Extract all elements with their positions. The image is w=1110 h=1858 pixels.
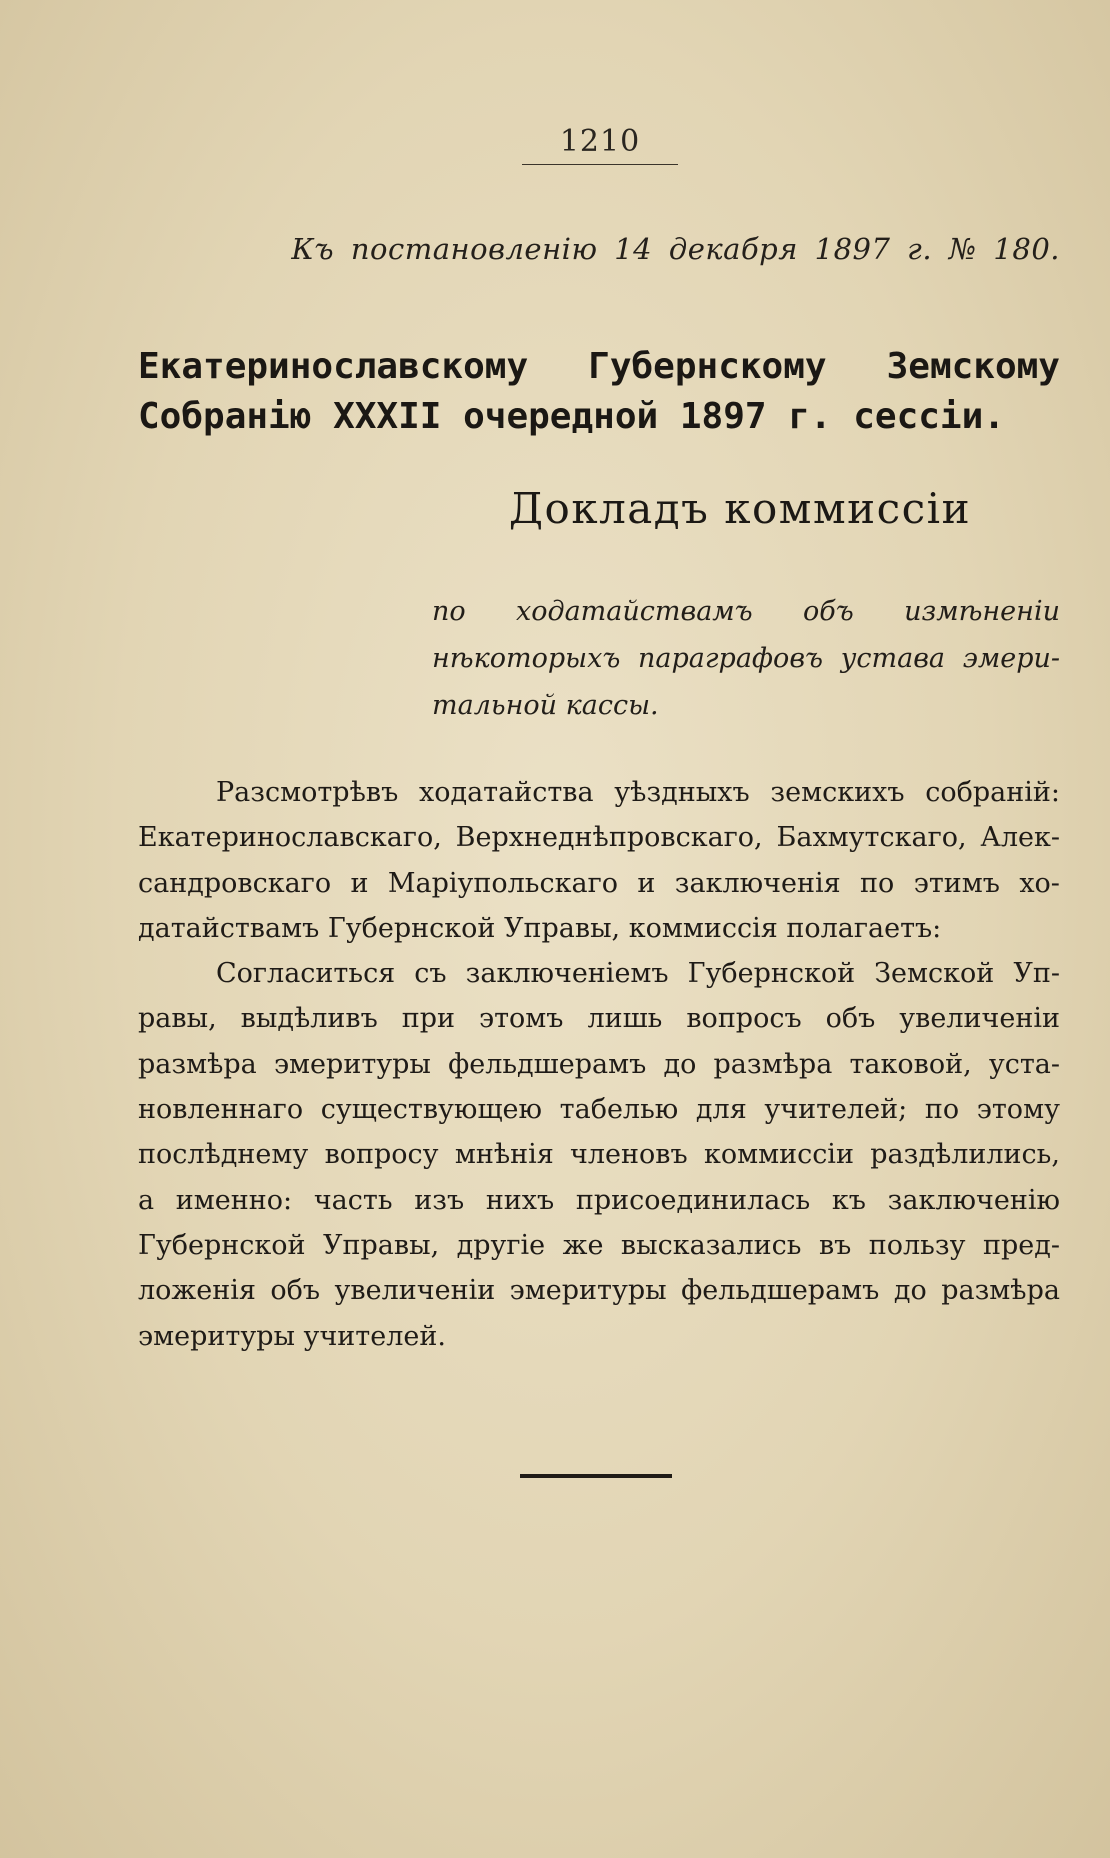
body-word: эмеритуры xyxy=(509,1275,667,1307)
body-word: по xyxy=(860,867,895,899)
body-word: нихъ xyxy=(485,1184,555,1216)
body-word: другіе xyxy=(456,1229,546,1261)
body-word: ходатайства xyxy=(418,777,594,808)
addressee-word: Екатеринославскому xyxy=(138,346,529,387)
report-body xyxy=(138,770,1060,1359)
body-word: Екатеринославскаго, xyxy=(138,822,442,854)
body-word: фельдшерамъ xyxy=(681,1275,880,1307)
body-word: датайствамъ Губернской Управы, коммиссія полагаетъ: xyxy=(138,912,942,944)
body-line xyxy=(138,815,1060,860)
body-word: вопросъ xyxy=(686,1003,802,1035)
report-title: Докладъ коммиссіи xyxy=(508,484,972,533)
body-word: присоединилась xyxy=(575,1184,811,1216)
body-word: объ xyxy=(270,1275,321,1307)
body-word: увеличеніи xyxy=(334,1275,496,1307)
body-word: Согласиться xyxy=(216,958,396,990)
body-word: до xyxy=(663,1048,697,1080)
body-word: послѣднему xyxy=(138,1139,309,1171)
body-line xyxy=(138,951,1060,996)
addressee-line-1 xyxy=(138,342,1060,392)
body-word: членовъ xyxy=(570,1139,688,1171)
body-line xyxy=(138,861,1060,906)
body-word: часть xyxy=(313,1184,393,1216)
body-line xyxy=(138,1087,1060,1132)
body-word: эмеритуры xyxy=(273,1048,431,1080)
body-word: уѣздныхъ xyxy=(614,777,750,808)
page-number-rule xyxy=(522,164,678,165)
body-word: Разсмотрѣвъ xyxy=(216,777,399,808)
subject-word: ходатайствамъ xyxy=(515,596,753,627)
addressee-word: Земскому xyxy=(886,346,1060,387)
body-word: таковой, xyxy=(849,1048,972,1080)
body-word: Алек- xyxy=(980,822,1060,854)
body-word: Верхнеднѣпровскаго, xyxy=(455,822,763,854)
body-line xyxy=(138,996,1060,1041)
subject-word: по xyxy=(432,596,466,627)
body-word: фельдшерамъ xyxy=(448,1048,647,1080)
report-subject xyxy=(432,588,1060,729)
body-line xyxy=(138,1042,1060,1087)
body-word: и xyxy=(350,867,369,899)
body-word: выдѣливъ xyxy=(240,1003,378,1035)
body-word: увеличеніи xyxy=(899,1003,1060,1035)
body-word: же xyxy=(562,1229,604,1261)
body-word: заключеніемъ xyxy=(465,958,669,990)
body-word: этомъ xyxy=(478,1003,564,1035)
addressee-heading xyxy=(138,342,1060,442)
body-line xyxy=(138,770,1060,815)
body-word: земскихъ xyxy=(770,777,905,808)
subject-line xyxy=(432,682,1060,729)
subject-word: параграфовъ xyxy=(638,643,824,674)
body-word: табелью xyxy=(559,1094,679,1126)
body-word: съ xyxy=(414,958,447,990)
end-rule xyxy=(520,1474,672,1478)
body-word: Губернской xyxy=(687,958,856,990)
body-word: Маріупольскаго xyxy=(387,867,619,899)
body-word: ложенія xyxy=(138,1275,256,1307)
body-line xyxy=(138,1223,1060,1268)
body-word: а xyxy=(138,1184,155,1216)
page-number: 1210 xyxy=(559,124,641,159)
body-word: равы, xyxy=(138,1003,217,1035)
body-line xyxy=(138,1314,1060,1359)
addressee-word: Губернскому xyxy=(588,346,827,387)
body-word: раздѣлились, xyxy=(870,1139,1060,1171)
subject-word: эмери- xyxy=(962,643,1060,674)
body-word: размѣра xyxy=(138,1048,257,1080)
body-word: Губернской xyxy=(138,1229,306,1261)
body-word: мнѣнія xyxy=(454,1139,554,1171)
body-word: именно: xyxy=(175,1184,293,1216)
body-word: коммиссіи xyxy=(703,1139,854,1171)
body-word: сандровскаго xyxy=(138,867,332,899)
body-word: уста- xyxy=(988,1048,1060,1080)
subject-word: объ xyxy=(803,596,854,627)
subject-line xyxy=(432,635,1060,682)
body-word: Уп- xyxy=(1013,958,1060,990)
body-word: новленнаго xyxy=(138,1094,304,1126)
body-word: пользу xyxy=(868,1229,966,1261)
subject-word: измѣненіи xyxy=(904,596,1060,627)
body-word: этимъ xyxy=(913,867,1000,899)
body-line xyxy=(138,906,1060,951)
body-word: изъ xyxy=(414,1184,465,1216)
body-word: вопросу xyxy=(324,1139,439,1171)
body-word: при xyxy=(401,1003,455,1035)
body-line xyxy=(138,1268,1060,1313)
body-word: собраній: xyxy=(925,777,1060,808)
addressee-line-2: Собранію XXXII очередной 1897 г. сессіи. xyxy=(138,396,1005,437)
body-word: къ xyxy=(831,1184,866,1216)
body-word: объ xyxy=(825,1003,876,1035)
subject-line xyxy=(432,588,1060,635)
body-line xyxy=(138,1132,1060,1177)
resolution-reference: Къ постановленію 14 декабря 1897 г. № 180. xyxy=(291,232,1060,266)
subject-word: устава xyxy=(840,643,946,674)
body-word: Бахмутскаго, xyxy=(776,822,967,854)
body-word: высказались xyxy=(620,1229,802,1261)
body-word: пред- xyxy=(982,1229,1060,1261)
body-word: для xyxy=(695,1094,747,1126)
body-word: по xyxy=(924,1094,960,1126)
body-word: заключенію xyxy=(887,1184,1060,1216)
body-word: размѣра xyxy=(713,1048,833,1080)
body-word: лишь xyxy=(587,1003,663,1035)
body-word: хо- xyxy=(1019,867,1060,899)
body-word: заключенія xyxy=(674,867,841,899)
body-word: до xyxy=(893,1275,927,1307)
body-word: и xyxy=(637,867,656,899)
subject-word: нѣкоторыхъ xyxy=(432,643,621,674)
body-word: въ xyxy=(818,1229,852,1261)
body-word: размѣра xyxy=(941,1275,1060,1307)
body-word: существующею xyxy=(320,1094,543,1126)
body-word: Земской xyxy=(874,958,995,990)
body-word: Управы, xyxy=(322,1229,440,1261)
body-word: учителей; xyxy=(764,1094,908,1126)
subject-word: тальной кассы. xyxy=(432,690,659,721)
body-line xyxy=(138,1178,1060,1223)
body-word: этому xyxy=(976,1094,1060,1126)
body-word: эмеритуры учителей. xyxy=(138,1320,446,1352)
